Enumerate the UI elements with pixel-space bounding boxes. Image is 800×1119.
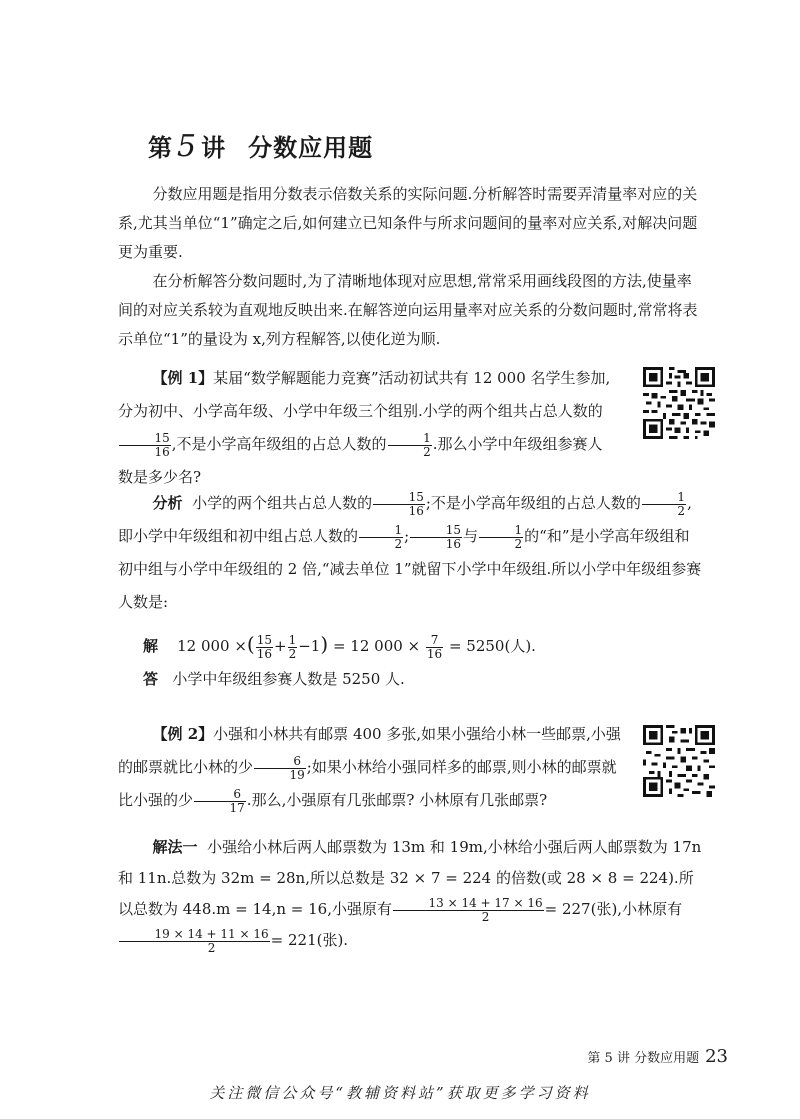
fraction: $\frac{1}{2}$ — [359, 524, 403, 551]
answer-label: 答 — [143, 670, 159, 688]
fraction: $\frac{1}{2}$ — [479, 524, 523, 551]
fraction: $\frac{15}{16}$ — [373, 491, 425, 518]
example-1-label: 【例 1】 — [152, 369, 214, 387]
fraction: $\frac{1}{2}$ — [642, 491, 686, 518]
example-1: 【例 1】某届“数学解题能力竞赛”活动初试共有 12 000 名学生参加,分为初中、小学高年级、小学中年级三个组别.小学的两个组共占总人数的 $\frac{15}{16}$ ,不是小学高年级组的占总人数的 $\frac{1}{2}$ .那么小学中年级组参赛人数是多少名? — [118, 369, 611, 486]
solution-1: 解 12 000 ×( $\frac{15}{16}$ + $\frac{1}{2}$ −1) = 12 000 × $\frac{7}{16}$ = 5250(人). — [143, 632, 536, 661]
qr-code-icon[interactable] — [643, 367, 715, 439]
analysis-paragraph: 分析 小学的两个组共占总人数的 $\frac{15}{16}$ ;不是小学高年级组的占总人数的 $\frac{1}{2}$ ,即小学中年级组和初中组占总人数的 $\frac{1}{2}$ ; $\frac{15}{16}$ 与 $\frac{1}{2}$ 的“和”是小学高年级组和初中组与小学中年级组的 2 倍,“减去单位 1”就留下小学中年级组.所以小学中年级组参赛人数是: — [118, 489, 702, 611]
fraction: $\frac{1}{2}$ — [288, 632, 297, 661]
intro-paragraph-2: 在分析解答分数问题时,为了清晰地体现对应思想,常常采用画线段图的方法,使量率间的对应关系较为直观地反映出来.在解答逆向运用量率对应关系的分数问题时,常常将表示单位“1”的量设为 x,列方程解答,以使化逆为顺. — [118, 272, 698, 348]
fraction: $\frac{1}{2}$ — [388, 432, 432, 459]
fraction: $\frac{6}{17}$ — [194, 788, 246, 815]
qr-code-icon[interactable] — [643, 725, 715, 797]
fraction: $\frac{15}{16}$ — [119, 432, 171, 459]
fraction: $\frac{7}{16}$ — [426, 632, 443, 661]
method-1-label: 解法一 — [152, 838, 198, 856]
lecture-title: 第 5 讲 分数应用题 — [148, 129, 374, 164]
analysis-label: 分析 — [152, 494, 183, 512]
method-1-paragraph: 解法一 小强给小林后两人邮票数为 13m 和 19m,小林给小强后两人邮票数为 17n 和 11n.总数为 32m = 28n,所以总数是 32 × 7 = 224 的倍数(或 28 × 8 = 224).所以总数为 448.m = 14,n = 16,小强原有 $\frac{13 \times 14 + 17 \times 16}{2}$ = 227(张),小林原有 $\frac{19 \times 14 + 11 \times 16}{2}$ = 221(张). — [118, 838, 702, 955]
fraction: $\frac{15}{16}$ — [410, 524, 462, 551]
answer-1: 答 小学中年级组参赛人数是 5250 人. — [143, 670, 405, 688]
example-2: 【例 2】小强和小林共有邮票 400 多张,如果小强给小林一些邮票,小强的邮票就比小林的少 $\frac{6}{19}$ ;如果小林给小强同样多的邮票,则小林的邮票就比小强的少 $\frac{6}{17}$ .那么,小强原有几张邮票? 小林原有几张邮票? — [118, 725, 621, 815]
page-footer — [587, 1046, 728, 1067]
solution-label: 解 — [143, 637, 159, 655]
page-number: 23 — [705, 1046, 728, 1067]
fraction: $\frac{19 \times 14 + 11 \times 16}{2}$ — [119, 928, 270, 955]
watermark-text: 关注微信公众号“教辅资料站”获取更多学习资料 — [209, 1084, 591, 1102]
fraction: $\frac{15}{16}$ — [256, 632, 273, 661]
footer-section: 第 5 讲 分数应用题 — [587, 1051, 700, 1066]
fraction: $\frac{13 \times 14 + 17 \times 16}{2}$ — [393, 897, 544, 924]
intro-paragraph-1: 分数应用题是指用分数表示倍数关系的实际问题.分析解答时需要弄清量率对应的关系,尤其当单位“1”确定之后,如何建立已知条件与所求问题间的量率对应关系,对解决问题更为重要. — [118, 185, 698, 261]
fraction: $\frac{6}{19}$ — [254, 755, 306, 782]
example-2-label: 【例 2】 — [152, 725, 214, 743]
